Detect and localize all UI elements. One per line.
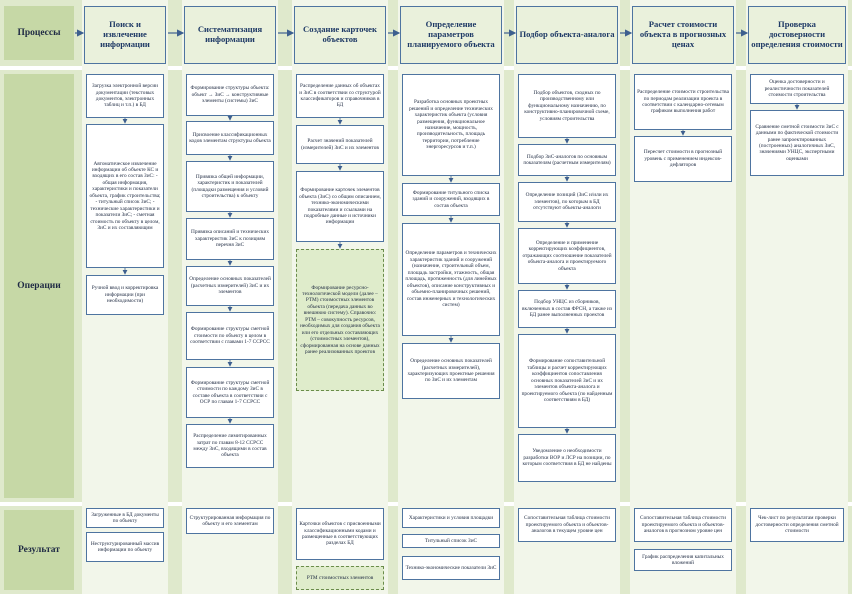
operation-box: Определение основных показателей (расчетных измерителей) ЗиС и их элементов xyxy=(186,266,274,306)
operation-box: Формирование структуры сметной стоимости по каждому ЗиС в составе объекта в соответствии с ОСР по главам 1-7 ССРСС xyxy=(186,367,274,418)
result-box: Технико-экономические показатели ЗиС xyxy=(402,556,500,580)
operation-box: Определение основных показателей (расчетных измерителей), характеризующих проектные решения по ЗиС и их элементам xyxy=(402,343,500,399)
lane-label-processes: Процессы xyxy=(4,6,74,60)
operation-box: Разработка основных проектных решений и определение технических характеристик объекта (условия размещения, функциональное назначение, мощность, производительность, площадь территории, потребление энергоресурсов и т.п.) xyxy=(402,74,500,176)
process-header-analog: Подбор объекта-аналога xyxy=(516,6,618,64)
result-box: Титульный список ЗиС xyxy=(402,534,500,548)
operation-box: Формирование структуры объекта: объект → ЗиС → конструктивные элементы (системы) ЗиС xyxy=(186,74,274,116)
rtm-operation-box: Формирование ресурсно-технологической модели (далее – РТМ) стоимостных элементов объекта (передача данных во внешнюю систему). Справочно: РТМ – совокупность ресурсов, необходимых для создания объекта или его отдельных составляющих (стоимостных элементов), сформированная на основе данных ранее реализованных проектов xyxy=(296,249,384,391)
process-header-search: Поиск и извлечение информации xyxy=(84,6,166,64)
operation-box: Формирование титульного списка зданий и сооружений, входящих в состав объекта xyxy=(402,183,500,216)
operation-box: Распределение лимитированных затрат по главам 8-12 ССРСС между ЗиС, входящими в состав объекта xyxy=(186,424,274,468)
process-header-systematization: Систематизация информации xyxy=(184,6,276,64)
result-box: Карточки объектов с присвоенными классификационными кодами и размещенные в соответствующих разделах БД xyxy=(296,508,384,560)
operation-box: Распределение данных об объектах и ЗиС в соответствии со структурой классификаторов и справочников в БД xyxy=(296,74,384,118)
result-box: Неструктурированный массив информации по объекту xyxy=(86,532,164,562)
operation-box: Формирование карточек элементов объекта (ЗиС) со общим описанием, технико-экономическими показателями и ссылками на подробные данные и источники информации xyxy=(296,171,384,242)
result-box: Сопоставительная таблица стоимости проектируемого объекта и объектов-аналогов в текущем уровне цен xyxy=(518,508,616,542)
process-header-cards: Создание карточек объектов xyxy=(294,6,386,64)
result-box: Чек-лист по результатам проверки достоверности определения сметной стоимости xyxy=(750,508,844,542)
operation-box: Расчет значений показателей (измерителей) ЗиС и их элементов xyxy=(296,125,384,164)
operation-box: Распределение стоимости строительства по периодам реализации проекта в соответствии с календарно-сетевым графиком выполнения работ xyxy=(634,74,732,130)
operation-box: Пересчет стоимости в прогнозный уровень с применением индексов-дефляторов xyxy=(634,136,732,182)
operation-box: Подбор УНЦС из сборников, включенных в состав ФРСН, а также из БД ранее выполненных проектов xyxy=(518,290,616,328)
operation-box: Формирование структуры сметной стоимости по объекту в целом в соответствии с главами 1-7 ССРСС xyxy=(186,312,274,360)
operation-box: Формирование сопоставительной таблицы и расчет корректирующих коэффициентов сопоставления основных показателей ЗиС и их элементов объекта-аналога и проектируемого объекта (по найденным соответствиям в БД) xyxy=(518,334,616,428)
lane-label-operations: Операции xyxy=(4,74,74,498)
operation-box: Уведомление о необходимости разработки ВОР и ЛСР на позиции, по которым соответствия в БД не найдены xyxy=(518,434,616,482)
operation-box: Определение позиций (ЗиС и/или их элементов), по которым в БД отсутствуют объекты-аналоги xyxy=(518,182,616,222)
operation-box: Подбор объектов, сходных по производственному или функциональному назначению, по конструктивно-планировочной схеме, условиям строительства xyxy=(518,74,616,138)
result-box: График распределения капитальных вложений xyxy=(634,549,732,571)
lane-label-result: Результат xyxy=(4,510,74,590)
process-header-forecast: Расчет стоимости объекта в прогнозных ценах xyxy=(632,6,734,64)
operation-box: Определение параметров и технических характеристик зданий и сооружений (назначение, строительный объем, площадь застройки, этажность, общая площадь, протяженность (для линейных объектов), описание конструктивных и объемно-планировочных решений, состав инженерных и технологических систем) xyxy=(402,223,500,336)
operation-box: Подбор ЗиС-аналогов по основным показателям (расчетным измерителям) xyxy=(518,144,616,176)
operation-box: Оценка достоверности и реалистичности показателей стоимости строительства xyxy=(750,74,844,104)
process-header-verification: Проверка достоверности определения стоимости xyxy=(748,6,846,64)
result-box: Характеристики и условия площадки xyxy=(402,508,500,528)
operation-box: Привязка описаний и технических характеристик ЗиС к позициям перечня ЗиС xyxy=(186,218,274,260)
result-box: Загруженные в БД документы по объекту xyxy=(86,508,164,528)
operation-box: Автоматическое извлечение информации об объекте КС и входящих в его состав ЗиС: - общая информация, характеристики и показатели объекта, график строительства; - титульный список ЗиС; - технические характеристики и показатели ЗиС; - сметная стоимость по объекту в целом, ЗиС и их составляющим xyxy=(86,124,164,268)
operation-box: Определение и применение корректирующих коэффициентов, отражающих соотношение показателей объекта-аналога и проектируемого объекта xyxy=(518,228,616,284)
operation-box: Привязка общей информации, характеристик и показателей (площадки размещения и условий строительства) к объекту xyxy=(186,161,274,212)
operation-box: Присвоение классификационных кодов элементам структуры объекта xyxy=(186,121,274,155)
rtm-result-box: РТМ стоимостных элементов xyxy=(296,566,384,590)
process-header-parameters: Определение параметров планируемого объекта xyxy=(400,6,502,64)
result-box: Сопоставительная таблица стоимости проектируемого объекта и объектов-аналогов в прогнозном уровне цен xyxy=(634,508,732,542)
operation-box: Ручной ввод и корректировка информации (при необходимости) xyxy=(86,275,164,315)
operation-box: Сравнение сметной стоимости ЗиС с данными по фактической стоимости ранее запроектированных (построенных) аналогичных ЗиС, значениями УНЦС, экспертными оценками xyxy=(750,110,844,176)
result-box: Структурированная информация по объекту и его элементам xyxy=(186,508,274,534)
operation-box: Загрузка электронной версии документации (текстовых документов, электронных таблиц и т.п.) в БД xyxy=(86,74,164,118)
